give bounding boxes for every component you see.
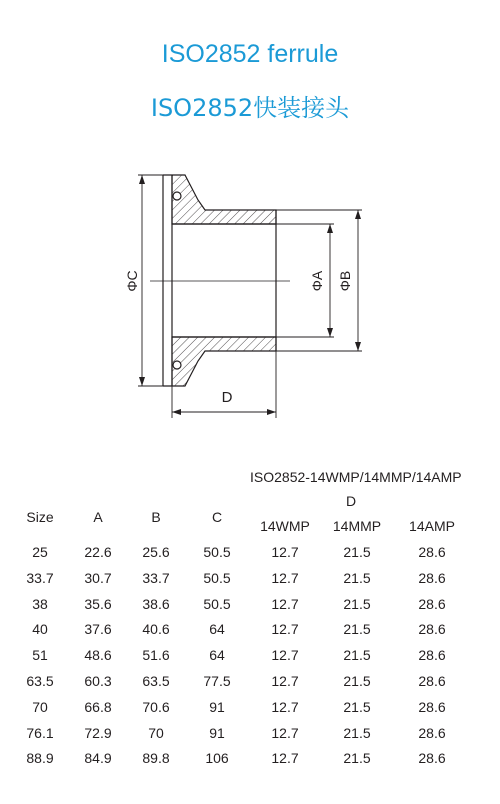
table-cell: 28.6 bbox=[418, 544, 446, 560]
label-D: D bbox=[221, 389, 233, 406]
table-cell: 28.6 bbox=[418, 595, 446, 612]
table-cell: 28.6 bbox=[418, 724, 446, 741]
table-cell: 33.7 bbox=[26, 569, 54, 586]
table-cell: 28.6 bbox=[418, 621, 446, 638]
table-cell: 28.6 bbox=[418, 750, 446, 767]
table-cell: 25.6 bbox=[142, 544, 170, 560]
table-cell: 76.1 bbox=[26, 724, 54, 741]
table-cell: 40 bbox=[32, 621, 48, 638]
col-header-size: Size bbox=[26, 509, 54, 525]
table-cell: 12.7 bbox=[271, 724, 299, 741]
table-cell: 63.5 bbox=[26, 673, 54, 689]
table-cell: 88.9 bbox=[26, 750, 54, 767]
table-cell: 48.6 bbox=[84, 647, 112, 664]
table-cell: 12.7 bbox=[271, 750, 299, 767]
table-cell: 25 bbox=[32, 544, 48, 560]
table-cell: 21.5 bbox=[343, 647, 371, 664]
table-cell: 70.6 bbox=[142, 698, 170, 715]
table-cell: 84.9 bbox=[84, 750, 112, 767]
table-cell: 22.6 bbox=[84, 544, 112, 560]
table-cell: 21.5 bbox=[343, 698, 371, 715]
table-cell: 91 bbox=[209, 698, 225, 715]
table-group-header: ISO2852-14WMP/14MMP/14AMP bbox=[250, 469, 462, 485]
table-cell: 72.9 bbox=[84, 724, 112, 741]
table-cell: 21.5 bbox=[343, 621, 371, 638]
table-cell: 50.5 bbox=[203, 544, 231, 560]
table-cell: 12.7 bbox=[271, 544, 299, 560]
col-header-14mmp: 14MMP bbox=[332, 518, 382, 534]
col-header-14wmp: 14WMP bbox=[260, 518, 310, 534]
table-cell: 66.8 bbox=[84, 698, 112, 715]
table-cell: 60.3 bbox=[84, 673, 112, 689]
table-cell: 30.7 bbox=[84, 569, 112, 586]
table-cell: 37.6 bbox=[84, 621, 112, 638]
table-cell: 106 bbox=[205, 750, 229, 767]
table-cell: 21.5 bbox=[343, 544, 371, 560]
table-cell: 77.5 bbox=[203, 673, 231, 689]
table-d-header: D bbox=[345, 493, 357, 509]
table-cell: 21.5 bbox=[343, 595, 371, 612]
table-cell: 12.7 bbox=[271, 621, 299, 638]
table-cell: 64 bbox=[209, 621, 225, 638]
table-cell: 28.6 bbox=[418, 569, 446, 586]
table-cell: 64 bbox=[209, 647, 225, 664]
table-cell: 12.7 bbox=[271, 569, 299, 586]
table-cell: 50.5 bbox=[203, 569, 231, 586]
table-cell: 12.7 bbox=[271, 698, 299, 715]
table-cell: 12.7 bbox=[271, 595, 299, 612]
title-english: ISO2852 ferrule bbox=[161, 40, 339, 68]
label-A: ΦA bbox=[309, 270, 325, 292]
table-cell: 91 bbox=[209, 724, 225, 741]
table-cell: 89.8 bbox=[142, 750, 170, 767]
table-cell: 28.6 bbox=[418, 673, 446, 689]
table-cell: 21.5 bbox=[343, 569, 371, 586]
table-cell: 40.6 bbox=[142, 621, 170, 638]
table-cell: 33.7 bbox=[142, 569, 170, 586]
table-cell: 12.7 bbox=[271, 673, 299, 689]
table-cell: 12.7 bbox=[271, 647, 299, 664]
table-cell: 21.5 bbox=[343, 724, 371, 741]
table-cell: 21.5 bbox=[343, 673, 371, 689]
col-header-a: A bbox=[93, 509, 103, 525]
table-cell: 63.5 bbox=[142, 673, 170, 689]
table-cell: 21.5 bbox=[343, 750, 371, 767]
table-cell: 35.6 bbox=[84, 595, 112, 612]
table-cell: 38 bbox=[32, 595, 48, 612]
col-header-14amp: 14AMP bbox=[409, 518, 455, 534]
table-cell: 51 bbox=[32, 647, 48, 664]
col-header-b: B bbox=[151, 509, 161, 525]
label-C: ΦC bbox=[124, 270, 140, 292]
table-cell: 28.6 bbox=[418, 647, 446, 664]
table-cell: 70 bbox=[148, 724, 164, 741]
label-B: ΦB bbox=[337, 270, 353, 292]
ferrule-drawing bbox=[0, 160, 500, 430]
title-chinese: ISO2852快装接头 bbox=[150, 94, 350, 122]
table-cell: 50.5 bbox=[203, 595, 231, 612]
table-cell: 51.6 bbox=[142, 647, 170, 664]
col-header-c: C bbox=[211, 509, 223, 525]
table-cell: 70 bbox=[32, 698, 48, 715]
table-cell: 28.6 bbox=[418, 698, 446, 715]
table-cell: 38.6 bbox=[142, 595, 170, 612]
